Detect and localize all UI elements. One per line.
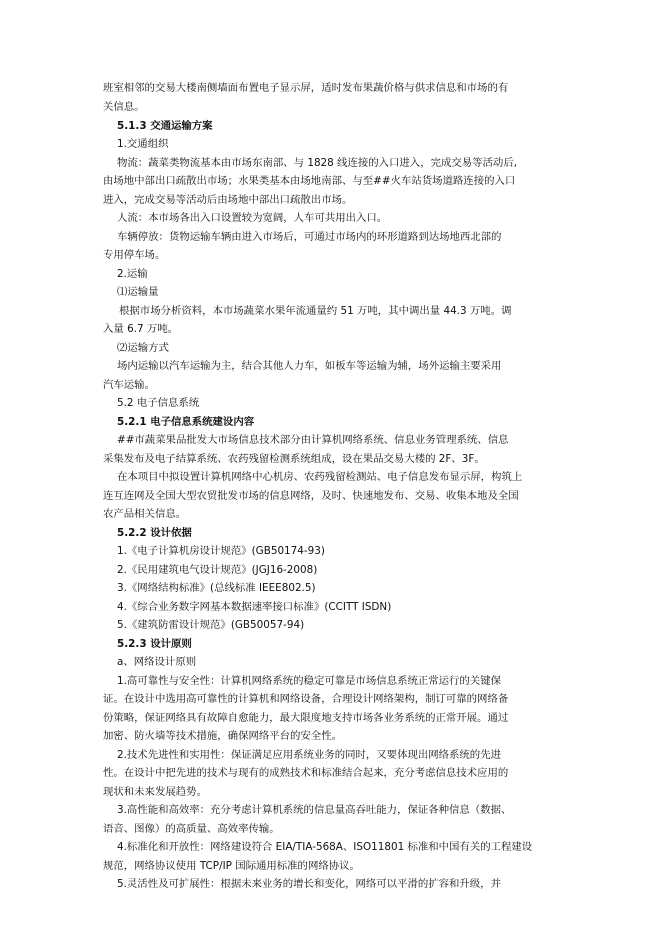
section-heading: 5.2.1 电子信息系统建设内容 <box>117 416 255 428</box>
subsection-heading: ⑴运输量 <box>117 286 159 298</box>
body-text-line: 语音、图像）的高质量、高效率传输。 <box>103 823 280 835</box>
subsection-heading: a、网络设计原则 <box>117 656 197 668</box>
body-text-line: 进入，完成交易等活动后由场地中部出口疏散出市场。 <box>103 194 353 206</box>
section-heading: 5.2.2 设计依据 <box>117 527 192 539</box>
subsection-heading: 2.运输 <box>117 268 148 280</box>
body-text-line: 加密、防火墙等技术措施，确保网络平台的安全性。 <box>103 730 342 742</box>
body-text-line: 4.标准化和开放性：网络建设符合 EIA/TIA-568A、ISO11801 标准和中国有关的工程建设 <box>117 841 533 853</box>
body-text-line: 汽车运输。 <box>103 379 155 391</box>
body-text-line: 连互连网及全国大型农贸批发市场的信息网络，及时、快速地发布、交易、收集本地及全国 <box>103 490 519 502</box>
body-text-line: 农产品相关信息。 <box>103 508 187 520</box>
body-text-line: 专用停车场。 <box>103 249 166 261</box>
body-text-line: 人流：本市场各出入口设置较为宽阔，人车可共用出入口。 <box>117 212 388 224</box>
section-heading: 5.1.3 交通运输方案 <box>117 120 213 132</box>
body-text-line: 车辆停放：货物运输车辆由进入市场后，可通过市场内的环形道路到达场地西北部的 <box>117 231 502 243</box>
body-text-line: 份策略，保证网络具有故障自愈能力，最大限度地支持市场各业务系统的正常开展。通过 <box>103 712 509 724</box>
body-text-line: 物流：蔬菜类物流基本由市场东南部、与 1828 线连接的入口进入，完成交易等活动后, <box>117 157 518 169</box>
body-text-line: 现状和未来发展趋势。 <box>103 786 207 798</box>
body-text-line: 3.高性能和高效率：充分考虑计算机系统的信息量高吞吐能力，保证各种信息（数据、 <box>117 804 512 816</box>
body-text-line: 关信息。 <box>103 101 145 113</box>
body-text-line: 入量 6.7 万吨。 <box>103 323 179 335</box>
body-text-line: 由场地中部出口疏散出市场；水果类基本由场地南部、与至##火车站货场道路连接的入口 <box>103 175 516 187</box>
body-text-line: 2.技术先进性和实用性：保证满足应用系统业务的同时，又要体现出网络系统的先进 <box>117 749 501 761</box>
body-text-line: ##市蔬菜果品批发大市场信息技术部分由计算机网络系统、信息业务管理系统、信息 <box>117 434 509 446</box>
body-text-line: 根据市场分析资料，本市场蔬菜水果年流通量约 51 万吨，其中调出量 44.3 万吨。调 <box>119 305 512 317</box>
body-text-line: 性。在设计中把先进的技术与现有的成熟技术和标准结合起来，充分考虑信息技术应用的 <box>103 767 509 779</box>
body-text-line: 规范，网络协议使用 TCP/IP 国际通用标准的网络协议。 <box>103 860 360 872</box>
body-text-line: 1.高可靠性与安全性：计算机网络系统的稳定可靠是市场信息系统正常运行的关键保 <box>117 675 501 687</box>
reference-item: 2.《民用建筑电气设计规范》(JGJ16-2008) <box>117 564 318 576</box>
body-text-line: 证。在设计中选用高可靠性的计算机和网络设备，合理设计网络架构，制订可靠的网络备 <box>103 693 509 705</box>
body-text-line: 采集发布及电子结算系统、农药残留检测系统组成，设在果品交易大楼的 2F、3F。 <box>103 453 485 465</box>
body-text-line: 场内运输以汽车运输为主，结合其他人力车，如板车等运输为辅，场外运输主要采用 <box>117 360 502 372</box>
section-heading: 5.2 电子信息系统 <box>117 397 200 409</box>
body-text-line: 5.灵活性及可扩展性：根据未来业务的增长和变化，网络可以平滑的扩容和升级，并 <box>117 878 501 890</box>
reference-item: 5.《建筑防雷设计规范》(GB50057-94) <box>117 619 305 631</box>
reference-item: 3.《网络结构标准》(总线标准 IEEE802.5) <box>117 582 316 594</box>
subsection-heading: 1.交通组织 <box>117 138 169 150</box>
body-text-line: 班室相邻的交易大楼南侧墙面布置电子显示屏，适时发布果蔬价格与供求信息和市场的有 <box>103 82 509 94</box>
reference-item: 4.《综合业务数字网基本数据速率接口标准》(CCITT ISDN) <box>117 601 392 613</box>
reference-item: 1.《电子计算机房设计规范》(GB50174-93) <box>117 545 325 557</box>
section-heading: 5.2.3 设计原则 <box>117 638 192 650</box>
body-text-line: 在本项目中拟设置计算机网络中心机房、农药残留检测站、电子信息发布显示屏，构筑上 <box>117 471 523 483</box>
subsection-heading: ⑵运输方式 <box>117 342 169 354</box>
